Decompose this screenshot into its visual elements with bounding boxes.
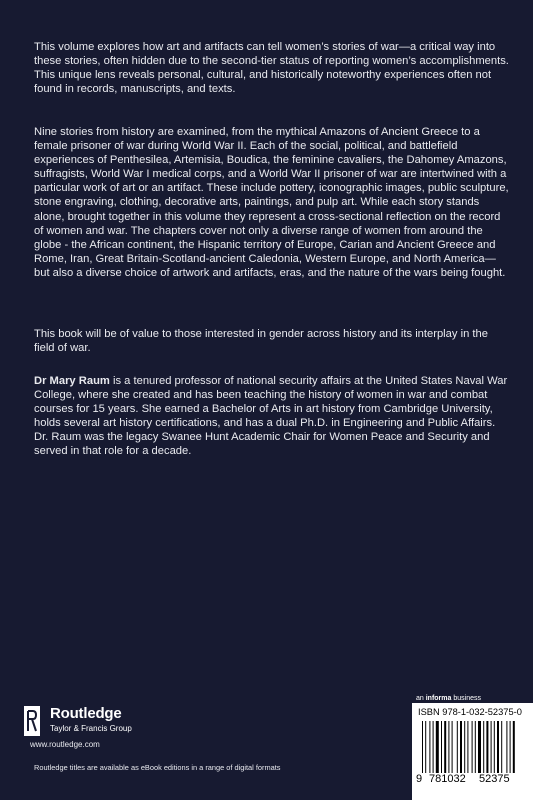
- description-paragraph-3: This book will be of value to those interested in gender across history and its interplay in the field of war.: [34, 328, 488, 355]
- informa-prefix: an: [416, 695, 426, 702]
- barcode-bar: [506, 721, 507, 773]
- isbn-label: ISBN 978-1-032-52375-0: [418, 707, 522, 717]
- barcode-bar: [433, 721, 434, 773]
- barcode-bar: [452, 721, 453, 773]
- barcode-bars: [416, 721, 530, 773]
- author-bio: [34, 374, 510, 459]
- barcode-bar: [486, 721, 488, 773]
- barcode-digits-left: 781032: [429, 773, 466, 785]
- informa-tagline: [416, 695, 481, 702]
- barcode-bar: [510, 721, 511, 773]
- description-paragraph-2: Nine stories from history are examined, from the mythical Amazons of Ancient Greece to a female prisoner of war during World War II. Each of the social, political, and battlefield experiences of Penthesilea, Artemisia, Boudica, the feminine cavaliers, the Dahomey Amazons, suffragists, World War I medical corps, and a World War II prisoner of war are intertwined with a particular work of art or an artifact. These include pottery, iconographic images, public sculpture, stone engraving, clothing, decorative arts, paintings, and pulp art. While each story stands alone, brought together in this volume they represent a cross-sectional reflection on the record of women and war. The chapters cover not only a diverse range of women from around the globe - the African continent, the Hispanic territory of Europe, Carian and Ancient Greece and Rome, Iran, Great Britain-Scotland-ancient Caledonia, Western Europe, and North America—but also a diverse choice of artwork and artifacts, eras, and the nature of the wars being fought.: [34, 126, 509, 279]
- barcode-bar: [422, 721, 423, 773]
- routledge-r-icon: [24, 706, 40, 736]
- barcode-digits-right: 52375: [479, 773, 510, 785]
- barcode-bar: [494, 721, 495, 773]
- barcode-bar: [478, 721, 481, 773]
- description-paragraph-1: This volume explores how art and artifacts can tell women’s stories of war—a critical way into these stories, often hidden due to the second-tier status of reporting women’s accomplishments. This unique lens reveals personal, cultural, and historically noteworthy experiences often not found in records, manuscripts, and texts.: [34, 41, 509, 96]
- barcode-digit-first: 9: [416, 773, 423, 785]
- barcode-bar: [464, 721, 465, 773]
- barcode-bar: [429, 721, 430, 773]
- barcode-bar: [436, 721, 439, 773]
- barcode-bar: [483, 721, 484, 773]
- isbn-barcode: [412, 703, 533, 800]
- publisher-name: Routledge: [50, 705, 122, 722]
- informa-suffix: business: [451, 695, 481, 702]
- barcode-bar: [513, 721, 515, 773]
- barcode-bar: [475, 721, 476, 773]
- barcode-bar: [467, 721, 468, 773]
- author-bio-text: is a tenured professor of national security affairs at the United States Naval War College, where she created and has been teaching the history of women in war and combat courses for 15 years. She earned a Bachelor of Arts in art history from Cambridge University, holds several art history certifications, and has a dual Ph.D. in Engineering and Public Affairs. Dr. Raum was the legacy Swanee Hunt Academic Chair for Women Peace and Security and served in that role for a decade.: [34, 375, 508, 458]
- barcode-bar: [441, 721, 442, 773]
- barcode-digits: [412, 773, 533, 793]
- barcode-bar: [448, 721, 449, 773]
- barcode-bar: [425, 721, 426, 773]
- informa-brand: informa: [425, 695, 452, 702]
- barcode-bar: [497, 721, 499, 773]
- barcode-bar: [501, 721, 502, 773]
- barcode-bar: [472, 721, 473, 773]
- publisher-group: Taylor & Francis Group: [50, 724, 132, 733]
- ebook-note: Routledge titles are available as eBook editions in a range of digital formats: [34, 763, 281, 772]
- barcode-bar: [460, 721, 462, 773]
- barcode-bar: [457, 721, 458, 773]
- author-name: Dr Mary Raum: [34, 375, 110, 387]
- barcode-bar: [491, 721, 492, 773]
- barcode-bar: [444, 721, 446, 773]
- publisher-website[interactable]: www.routledge.com: [30, 740, 100, 749]
